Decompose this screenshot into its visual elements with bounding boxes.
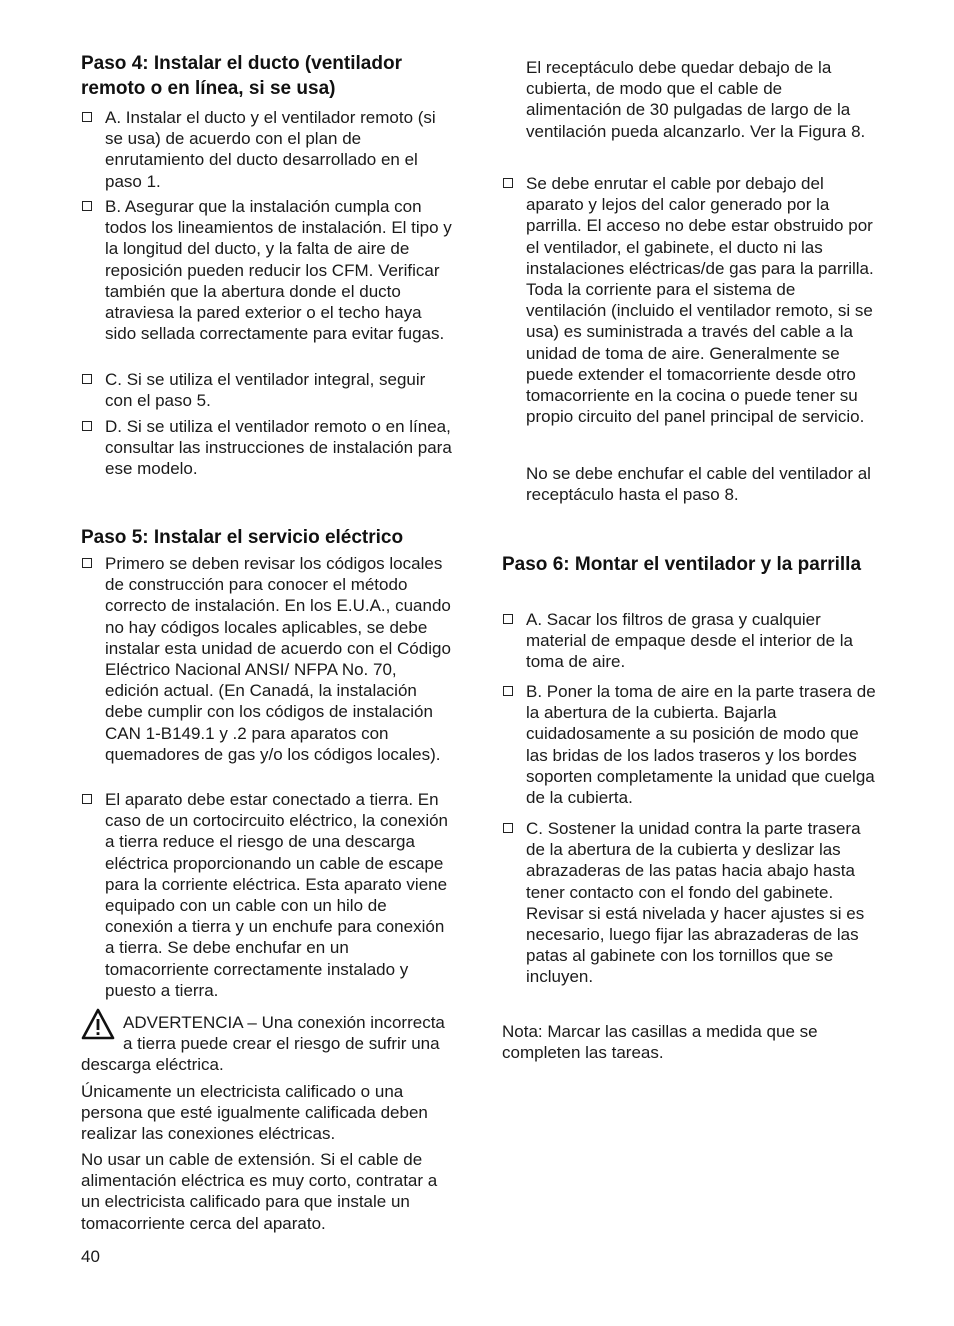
- step4-heading: Paso 4: Instalar el ducto (ventilador remoto o en línea, si se usa): [81, 53, 402, 99]
- warning-paragraph: [81, 1012, 453, 1076]
- step6-item-c: C. Sostener la unidad contra la parte trasera de la abertura de la cubierta y deslizar las abrazaderas de las patas hacia abajo hasta tener contacto con el fondo del gabinete. Revisar si está nivelada y hacer ajustes si es necesario, luego fijar las abrazaderas de las patas al gabinete con los tornillos que se incluyen.: [502, 818, 876, 988]
- receptacle-paragraph: El receptáculo debe quedar debajo de la cubierta, de modo que el cable de alimentación de 30 pulgadas de largo de la ventilación pueda alcanzarlo. Ver la Figura 8.: [526, 58, 866, 141]
- note-paragraph: Nota: Marcar las casillas a medida que se completen las tareas.: [502, 1022, 818, 1063]
- cable-routing-item: Se debe enrutar el cable por debajo del aparato y lejos del calor generado por la parrilla. El acceso no debe estar obstruido por el ventilador, el gabinete, el ducto ni las instalaciones eléctricas/de gas para la parrilla. Toda la corriente para el sistema de ventilación (incluido el ventilador remoto, si se usa) es suministrada a través del cable a la unidad de toma de aire. Generalmente se puede extender el tomacorriente desde otro tomacorriente en la cocina o puede tener su propio circuito del panel principal de servicio.: [502, 173, 876, 427]
- warning-text: ADVERTENCIA – Una conexión incorrecta a tierra puede crear el riesgo de sufrir una descarga eléctrica.: [81, 1013, 445, 1075]
- checkbox-icon[interactable]: [503, 686, 513, 696]
- checkbox-icon[interactable]: [82, 201, 92, 211]
- step4-item-b: B. Asegurar que la instalación cumpla con todos los lineamientos de instalación. El tipo y la longitud del ducto, y la falta de aire de reposición pueden reducir los CFM. Verificar también que la abertura donde el ducto atraviesa la pared exterior o el techo haya sido sellada correctamente para evitar fugas.: [81, 196, 453, 344]
- electrician-paragraph: Únicamente un electricista calificado o una persona que esté igualmente calificada deben realizar las conexiones eléctricas.: [81, 1082, 428, 1144]
- step5-item-codes: Primero se deben revisar los códigos locales de construcción para conocer el método correcto de instalación. En los E.U.A., cuando no hay códigos locales aplicables, se debe instalar esta unidad de acuerdo con el Código Eléctrico Nacional ANSI/ NFPA No. 70, edición actual. (En Canadá, la instalación debe cumplir con los códigos de instalación CAN 1-B149.1 y .2 para aparatos con quemadores de gas y/o los códigos locales).: [81, 553, 453, 765]
- step6-item-b: B. Poner la toma de aire en la parte trasera de la abertura de la cubierta. Bajarla cuidadosamente a su posición de modo que las bridas de los lados traseros y los bordes soporten completamente la unidad que cuelga de la cubierta.: [502, 681, 876, 808]
- step4-item-d: D. Si se utiliza el ventilador remoto o en línea, consultar las instrucciones de instalación para ese modelo.: [81, 416, 453, 480]
- step5-item-ground: El aparato debe estar conectado a tierra. En caso de un cortocircuito eléctrico, la conexión a tierra reduce el riesgo de una descarga eléctrica proporcionando un cable de escape para la corriente eléctrica. Esta aparato viene equipado con un cable con un hilo de conexión a tierra y un enchufe para conexión a tierra. Se debe enchufar en un tomacorriente correctamente instalado y puesto a tierra.: [81, 789, 453, 1001]
- step5-heading: Paso 5: Instalar el servicio eléctrico: [81, 527, 404, 548]
- warning-triangle-icon: [81, 1008, 115, 1040]
- step6-item-a: A. Sacar los filtros de grasa y cualquier material de empaque desde el interior de la toma de aire.: [502, 609, 876, 673]
- checkbox-icon[interactable]: [82, 112, 92, 122]
- checkbox-icon[interactable]: [503, 823, 513, 833]
- checkbox-icon[interactable]: [503, 614, 513, 624]
- step4-item-c: C. Si se utiliza el ventilador integral, seguir con el paso 5.: [81, 369, 453, 411]
- checkbox-icon[interactable]: [82, 794, 92, 804]
- checkbox-icon[interactable]: [82, 374, 92, 384]
- page-number: 40: [81, 1247, 100, 1266]
- no-plug-paragraph: No se debe enchufar el cable del ventilador al receptáculo hasta el paso 8.: [526, 464, 871, 505]
- checkbox-icon[interactable]: [82, 558, 92, 568]
- checkbox-icon[interactable]: [82, 421, 92, 431]
- step6-heading: Paso 6: Montar el ventilador y la parrilla: [502, 554, 862, 575]
- checkbox-icon[interactable]: [503, 178, 513, 188]
- extension-paragraph: No usar un cable de extensión. Si el cable de alimentación eléctrica es muy corto, contratar a un electricista calificado para que instale un tomacorriente cerca del aparato.: [81, 1150, 438, 1233]
- step4-item-a: A. Instalar el ducto y el ventilador remoto (si se usa) de acuerdo con el plan de enrutamiento del ducto desarrollado en el paso 1.: [81, 107, 453, 192]
